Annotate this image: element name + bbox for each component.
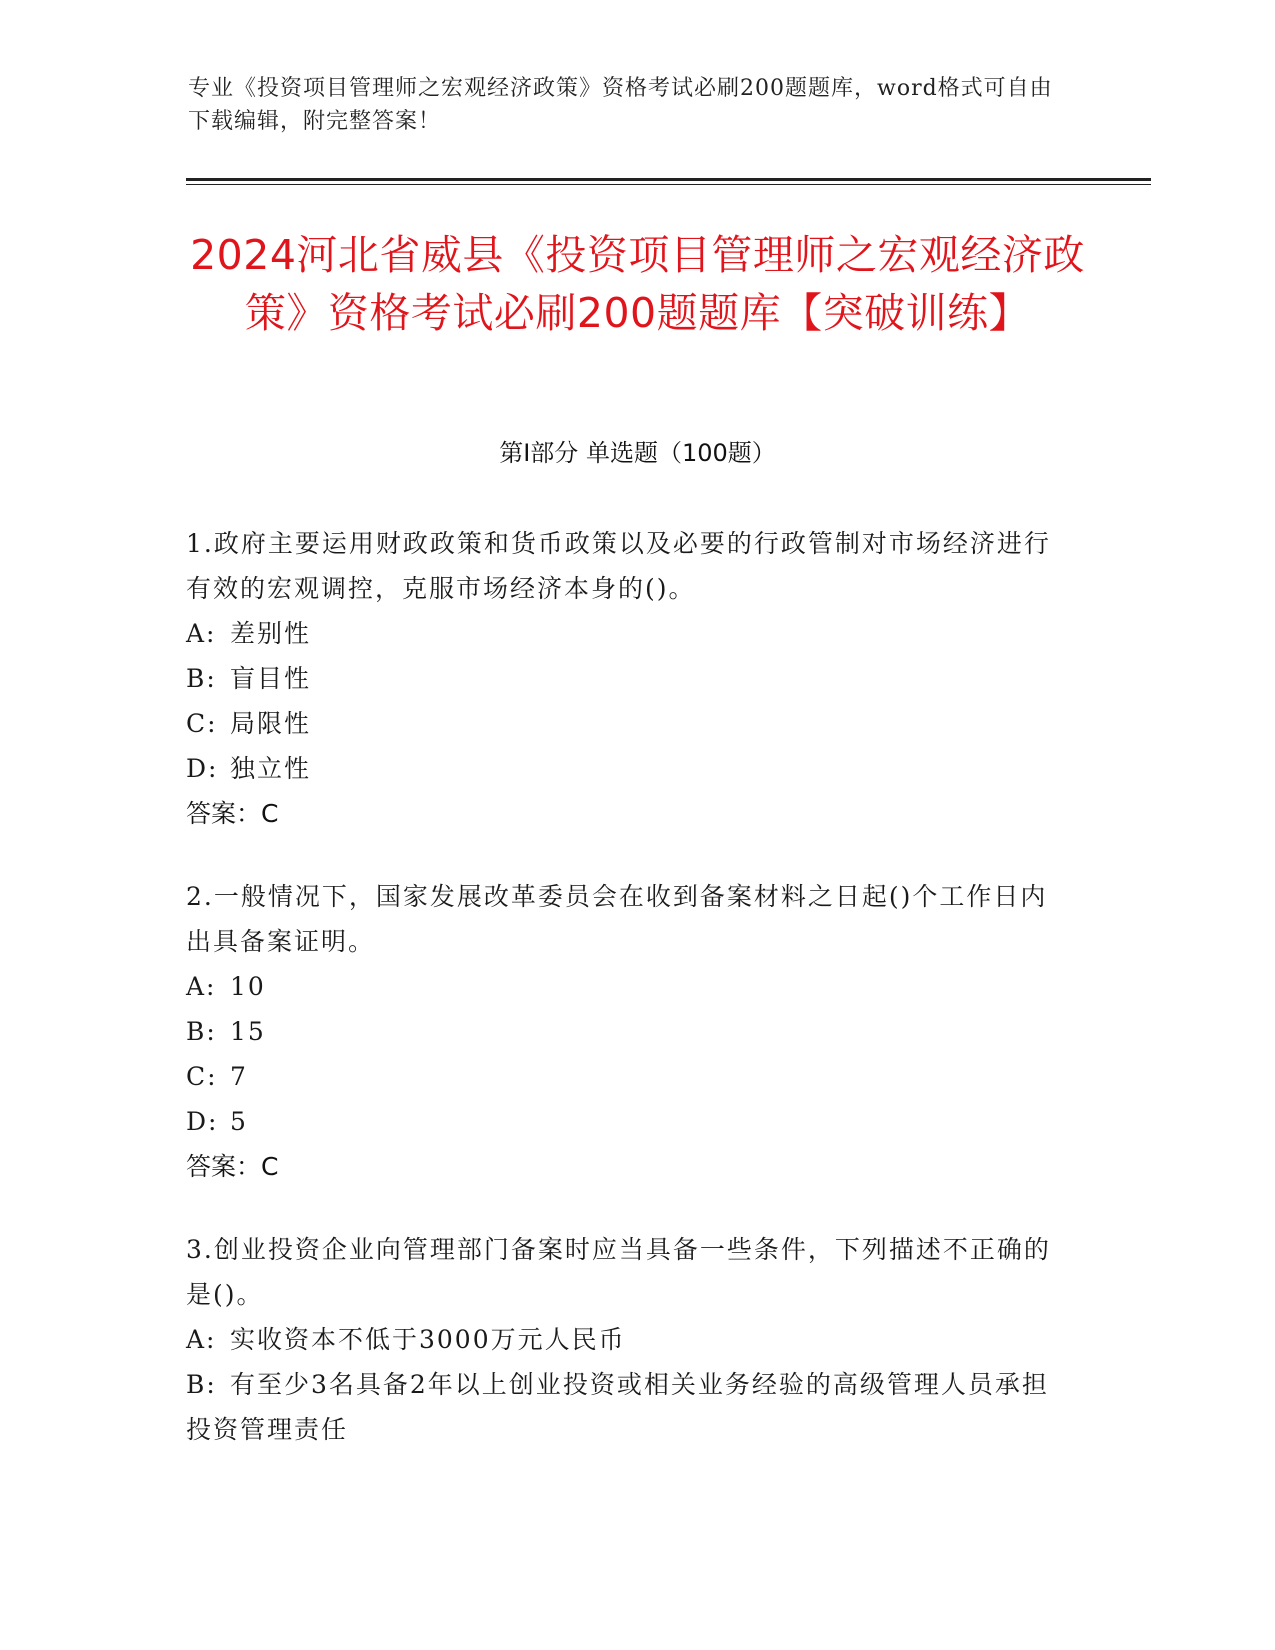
question-list <box>186 521 1066 1490</box>
option-b <box>186 1362 1066 1452</box>
option-text: 实收资本不低于3000万元人民币 <box>230 1325 626 1354</box>
option-c <box>186 1054 1066 1099</box>
option-letter: A: <box>186 619 217 648</box>
option-text: 有至少3名具备2年以上创业投资或相关业务经验的高级管理人员承担投资管理责任 <box>186 1370 1049 1444</box>
option-letter: C: <box>186 1062 218 1091</box>
option-text: 15 <box>230 1017 266 1046</box>
option-text: 5 <box>230 1107 248 1136</box>
question-stem: 1.政府主要运用财政政策和货币政策以及必要的行政管制对市场经济进行有效的宏观调控，克服市场经济本身的()。 <box>186 529 1051 603</box>
option-letter: D: <box>186 754 219 783</box>
option-d <box>186 746 1066 791</box>
option-letter: B: <box>186 1370 217 1399</box>
answer-line: 答案：C <box>186 1152 279 1181</box>
option-text: 独立性 <box>230 754 312 783</box>
question-stem: 3.创业投资企业向管理部门备案时应当具备一些条件，下列描述不正确的是()。 <box>186 1235 1051 1309</box>
question-3 <box>186 1227 1066 1452</box>
answer-line: 答案：C <box>186 799 279 828</box>
section-heading: 第I部分 单选题（100题） <box>499 439 776 467</box>
option-text: 7 <box>230 1062 248 1091</box>
option-letter: A: <box>186 972 217 1001</box>
option-a <box>186 611 1066 656</box>
option-letter: B: <box>186 1017 217 1046</box>
option-a <box>186 1317 1066 1362</box>
option-letter: C: <box>186 709 218 738</box>
option-c <box>186 701 1066 746</box>
question-stem: 2.一般情况下，国家发展改革委员会在收到备案材料之日起()个工作日内出具备案证明。 <box>186 882 1048 956</box>
option-text: 差别性 <box>230 619 312 648</box>
header-note: 专业《投资项目管理师之宏观经济政策》资格考试必刷200题题库，word格式可自由下载编辑，附完整答案！ <box>188 76 1053 134</box>
header-divider-thick <box>186 178 1151 181</box>
header-divider-thin <box>186 184 1151 185</box>
document-title: 2024河北省威县《投资项目管理师之宏观经济政策》资格考试必刷200题题库【突破训练】 <box>190 231 1085 337</box>
option-b <box>186 656 1066 701</box>
option-b <box>186 1009 1066 1054</box>
question-2 <box>186 874 1066 1189</box>
question-1 <box>186 521 1066 836</box>
option-text: 局限性 <box>230 709 312 738</box>
option-a <box>186 964 1066 1009</box>
option-letter: D: <box>186 1107 219 1136</box>
option-letter: B: <box>186 664 217 693</box>
option-letter: A: <box>186 1325 217 1354</box>
option-d <box>186 1099 1066 1144</box>
option-text: 盲目性 <box>230 664 312 693</box>
option-text: 10 <box>230 972 266 1001</box>
